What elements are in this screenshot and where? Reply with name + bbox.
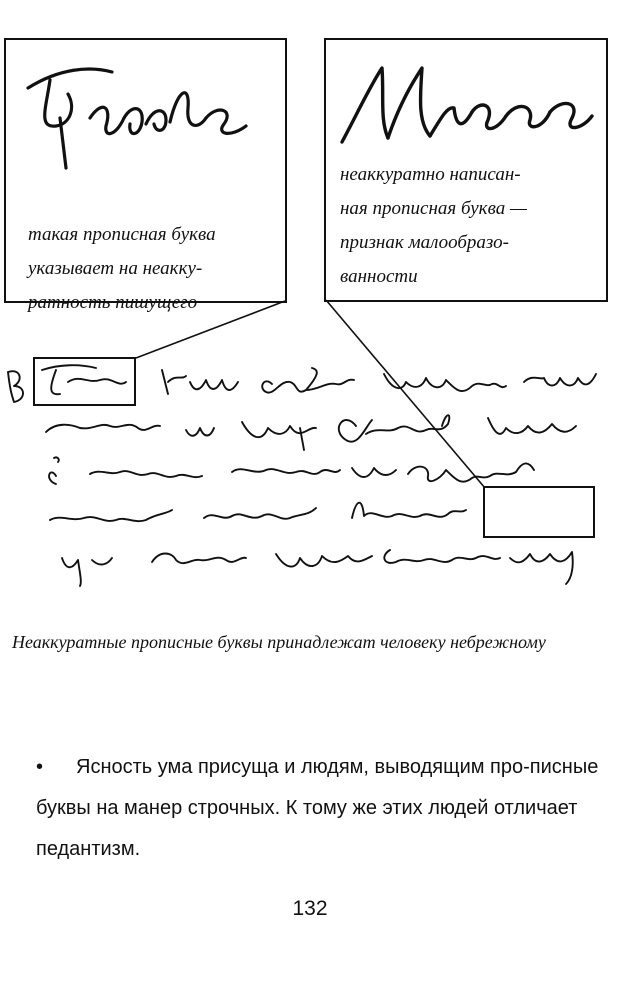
body-text: [36, 747, 601, 870]
page-number: 132: [292, 897, 328, 920]
highlight-box-right-word: [483, 486, 595, 538]
caption-left: такая прописная буква указывает на неакку- ратность пишущего: [28, 224, 216, 313]
highlight-box-left-word: [33, 357, 136, 406]
caption-right: неаккуратно написан- ная прописная буква — признак малообразо- ванности: [340, 164, 527, 287]
body-paragraph: Ясность ума присуща и людям, выводящим про-писные буквы на манер строчных. К тому же этих людей отличает педантизм.: [36, 756, 599, 860]
bullet-marker: •: [36, 756, 44, 778]
figure-caption: Неаккуратные прописные буквы принадлежат человеку небрежному: [12, 632, 546, 652]
